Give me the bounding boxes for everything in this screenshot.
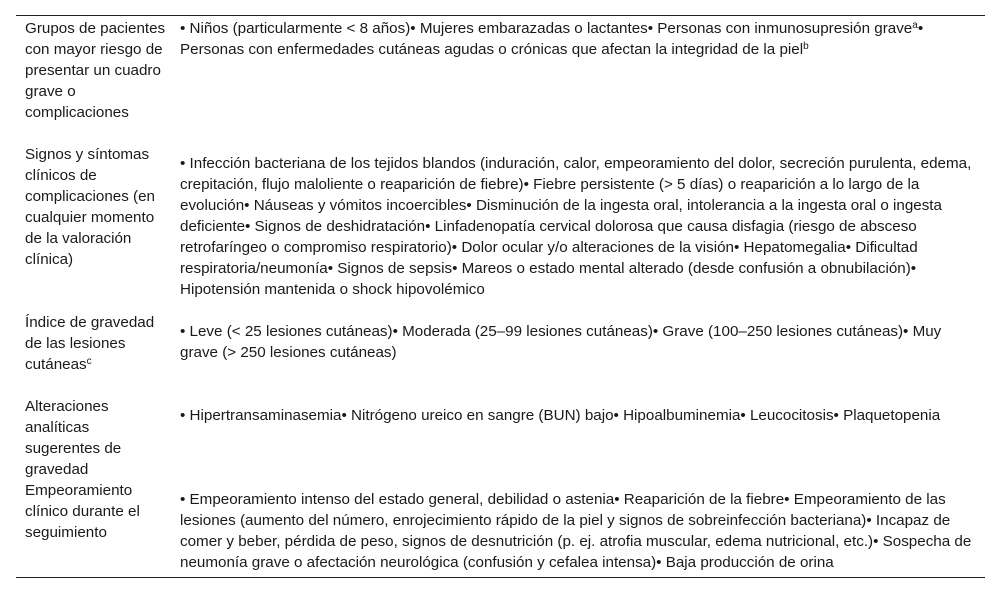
row-label-text: Índice de gravedad de las lesiones cutáneas: [25, 314, 155, 373]
criteria-table: [16, 16, 985, 577]
row-content-text-b: • Personas con enfermedades cutáneas agudas o crónicas que afectan la integridad de la piel: [180, 20, 924, 58]
table-row-clinical-worsening: [16, 480, 985, 577]
table-row-complication-signs: [16, 144, 985, 312]
row-label-severity-index: [16, 312, 171, 396]
row-content-clinical-worsening: [171, 480, 985, 577]
row-content-text: • Leve (< 25 lesiones cutáneas)• Moderada (25–99 lesiones cutáneas)• Grave (100–250 lesiones cutáneas)• Muy grave (> 250 lesiones cutáneas): [180, 323, 942, 361]
row-label-text: Empeoramiento clínico durante el seguimiento: [25, 482, 140, 541]
row-label-clinical-worsening: [16, 480, 171, 577]
table-row-risk-groups: [16, 16, 985, 144]
row-content-text-a: • Niños (particularmente < 8 años)• Mujeres embarazadas o lactantes• Personas con inmunosupresión grave: [180, 20, 913, 37]
row-content-lab-alterations: [171, 396, 985, 480]
row-label-text: Alteraciones analíticas sugerentes de gravedad: [25, 398, 122, 478]
row-content-complication-signs: [171, 144, 985, 312]
table-row-severity-index: [16, 312, 985, 396]
row-label-text: Signos y síntomas clínicos de complicaciones (en cualquier momento de la valoración clínica): [25, 146, 155, 268]
row-content-risk-groups: [171, 16, 985, 144]
row-content-severity-index: [171, 312, 985, 396]
severity-criteria-table: [16, 15, 985, 578]
footnote-b: b: [803, 41, 809, 52]
row-content-text: • Infección bacteriana de los tejidos blandos (induración, calor, empeoramiento del dolor, secreción purulenta, edema, crepitación, flujo maloliente o reaparición de fiebre)• Fiebre persistente (> 5 días) o reaparición a lo largo de la evolución• Náuseas y vómitos incoercibles• Disminución de la ingesta oral, intolerancia a la ingesta oral o ingesta deficiente• Signos de deshidratación• Linfadenopatía cervical dolorosa que causa disfagia (riesgo de absceso retrofaríngeo o compromiso respiratorio)• Dolor ocular y/o alteraciones de la visión• Hepatomegalia• Dificultad respiratoria/neumonía• Signos de sepsis• Mareos o estado mental alterado (desde confusión a obnubilación)• Hipotensión mantenida o shock hipovolémico: [180, 155, 972, 298]
row-label-lab-alterations: [16, 396, 171, 480]
row-content-text: • Hipertransaminasemia• Nitrógeno ureico en sangre (BUN) bajo• Hipoalbuminemia• Leucocitosis• Plaquetopenia: [180, 407, 941, 424]
row-label-complication-signs: [16, 144, 171, 312]
row-label-text: Grupos de pacientes con mayor riesgo de presentar un cuadro grave o complicaciones: [25, 20, 166, 121]
row-content-text: • Empeoramiento intenso del estado general, debilidad o astenia• Reaparición de la fiebre• Empeoramiento de las lesiones (aumento del número, enrojecimiento rápido de la piel y signos de sobreinfección bacteriana)• Incapaz de comer y beber, pérdida de peso, signos de desnutrición (p. ej. atrofia muscular, edema nutricional, etc.)• Sospecha de neumonía grave o afectación neurológica (confusión y cefalea intensa)• Baja producción de orina: [180, 491, 972, 571]
table-row-lab-alterations: [16, 396, 985, 480]
footnote-c: c: [86, 356, 92, 367]
row-label-risk-groups: [16, 16, 171, 144]
footnote-a: a: [912, 20, 918, 31]
